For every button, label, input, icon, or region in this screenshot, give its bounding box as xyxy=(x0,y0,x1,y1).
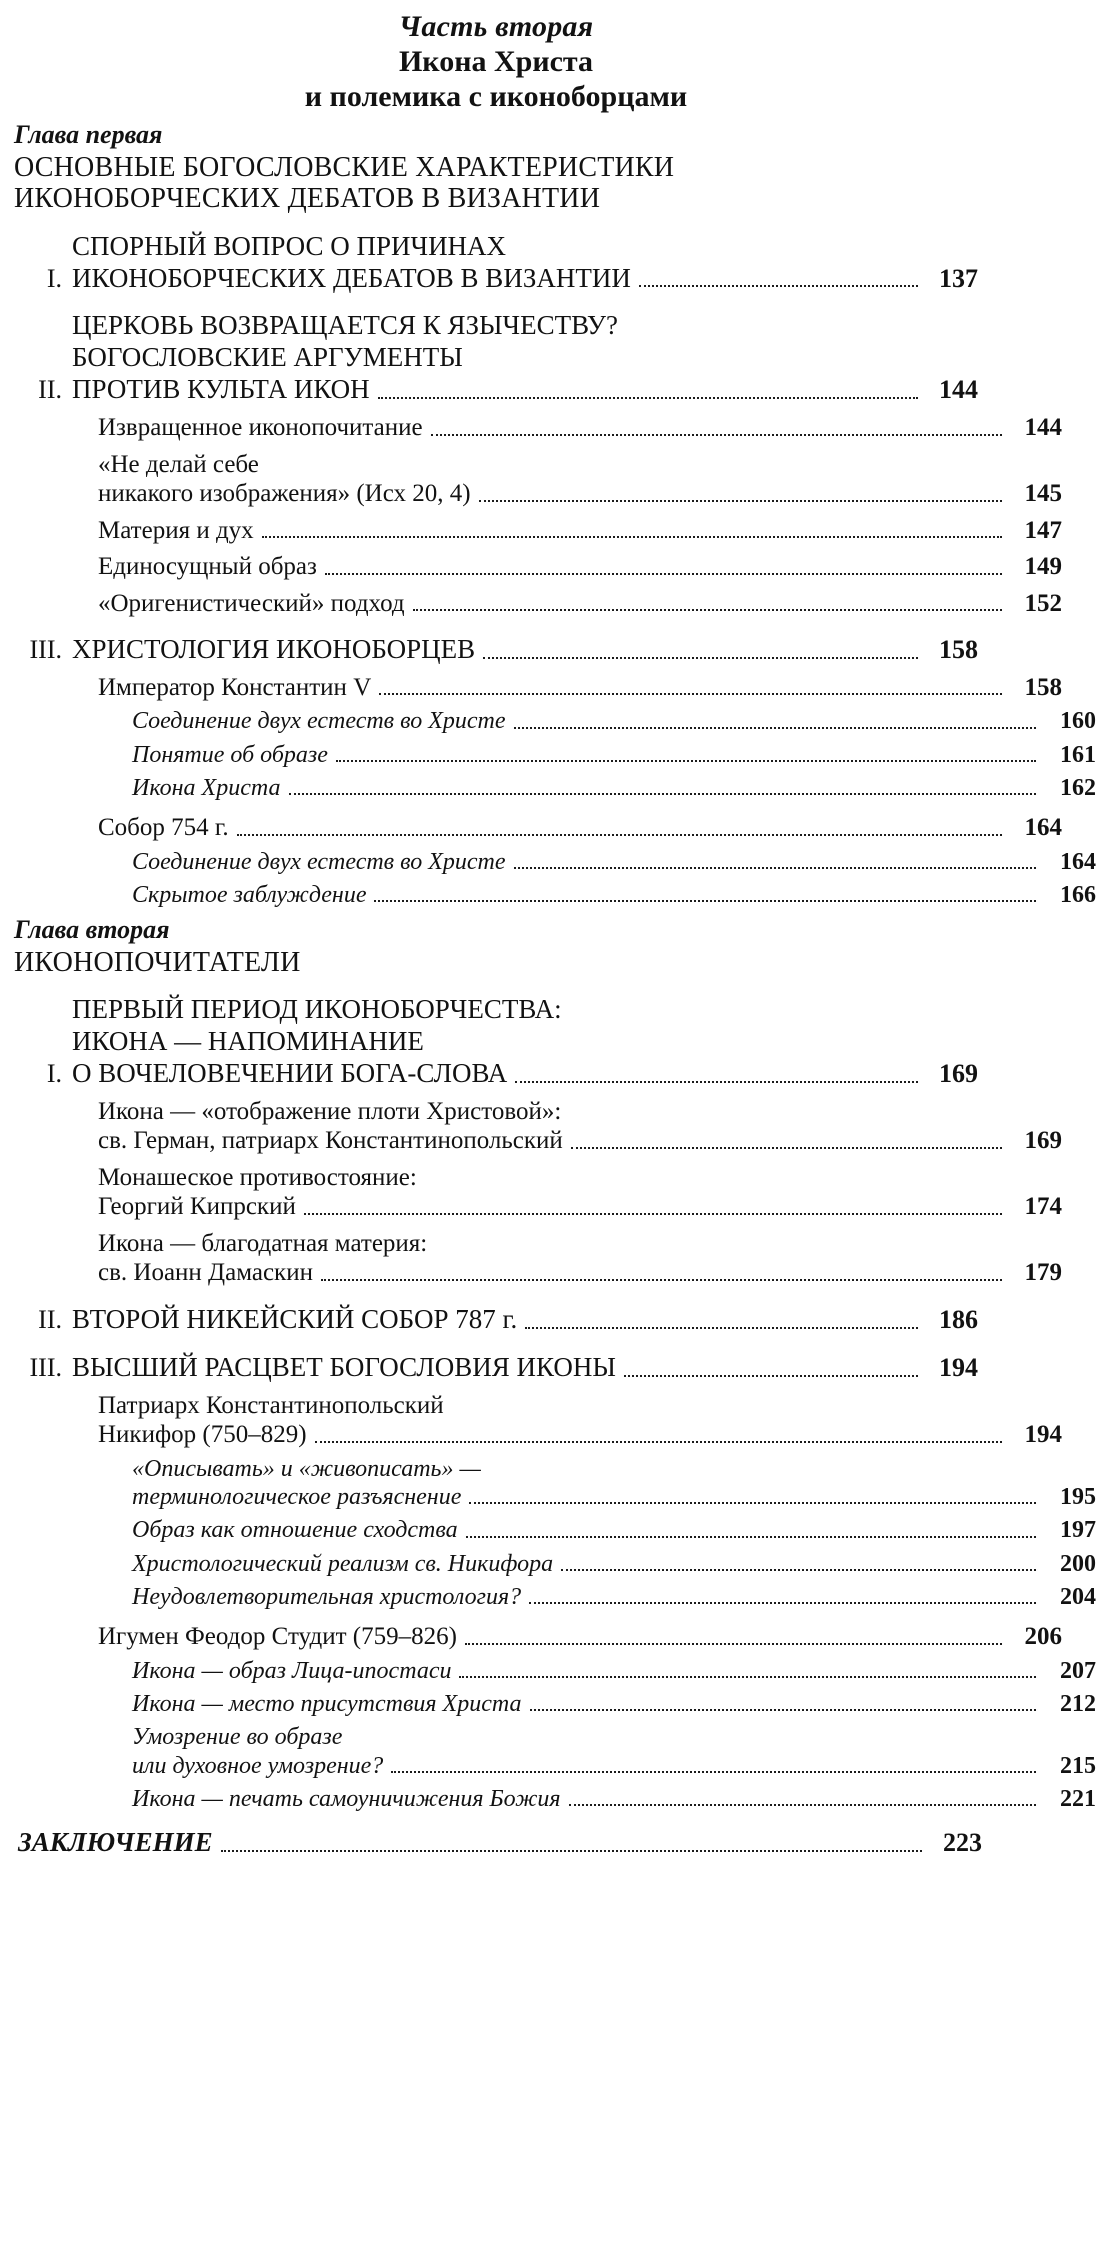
entry-line: БОГОСЛОВСКИЕ АРГУМЕНТЫ xyxy=(72,342,463,373)
entry-line: Игумен Феодор Студит (759–826) xyxy=(98,1623,457,1651)
dot-leader xyxy=(262,535,1002,538)
entry-line: ВТОРОЙ НИКЕЙСКИЙ СОБОР 787 г. xyxy=(72,1303,518,1334)
entry-number: III. xyxy=(29,635,62,665)
chapter-two-title xyxy=(14,947,978,978)
dot-leader xyxy=(379,692,1002,695)
dot-leader xyxy=(514,726,1037,729)
part-heading-line-1: Часть вторая xyxy=(398,10,594,43)
entry-line: Икона — печать самоуничижения Божия xyxy=(132,1785,561,1812)
entry-number: I. xyxy=(46,1059,62,1089)
dot-leader xyxy=(466,1535,1036,1538)
entry-text xyxy=(98,552,1062,582)
dot-leader xyxy=(530,1708,1037,1711)
entry-page: 194 xyxy=(1024,1421,1062,1449)
toc-entry[interactable] xyxy=(14,1097,1062,1156)
toc-entry[interactable] xyxy=(14,1391,1062,1450)
entry-line: Патриарх Константинопольский xyxy=(98,1391,444,1419)
entry-text xyxy=(132,1690,1096,1718)
toc-entry[interactable] xyxy=(14,813,1062,843)
toc-entry[interactable] xyxy=(14,1723,1096,1780)
entry-text xyxy=(72,310,978,406)
entry-page: 162 xyxy=(1060,774,1096,801)
part-heading-line-3: и полемика с иконоборцами xyxy=(304,79,688,113)
entry-page: 158 xyxy=(939,635,978,665)
entry-page: 200 xyxy=(1060,1550,1096,1577)
toc-entry[interactable] xyxy=(14,310,978,406)
entry-page: 212 xyxy=(1060,1691,1096,1718)
entry-number: I. xyxy=(46,263,62,293)
entry-text xyxy=(98,1622,1062,1652)
entry-text xyxy=(72,1352,978,1384)
entry-page: 179 xyxy=(1024,1259,1062,1287)
toc-entry[interactable] xyxy=(14,589,1062,619)
entry-line: Неудовлетворительная христология? xyxy=(132,1583,522,1610)
dot-leader xyxy=(571,1146,1002,1149)
chapter-two-label: Глава вторая xyxy=(14,915,170,945)
entry-page: 164 xyxy=(1024,814,1062,842)
entry-text xyxy=(98,1391,1062,1450)
toc-entry[interactable] xyxy=(14,1455,1096,1512)
entry-text xyxy=(98,516,1062,546)
entry-text xyxy=(18,1827,982,1859)
dot-leader xyxy=(465,1642,1002,1645)
entry-text xyxy=(72,1304,978,1336)
entry-line: Император Константин V xyxy=(98,673,372,701)
dot-leader xyxy=(483,656,918,659)
entry-line: Извращенное иконопочитание xyxy=(98,414,423,441)
entry-page: 137 xyxy=(939,263,978,293)
dot-leader xyxy=(289,792,1037,795)
entry-line: Христологический реализм св. Никифора xyxy=(132,1550,554,1577)
entry-line: ПЕРВЫЙ ПЕРИОД ИКОНОБОРЧЕСТВА: xyxy=(72,994,562,1025)
entry-text xyxy=(132,707,1096,735)
entry-line: Икона — образ Лица-ипостаси xyxy=(132,1657,452,1684)
toc-entry[interactable] xyxy=(14,516,1062,546)
entry-page: 197 xyxy=(1060,1517,1096,1544)
dot-leader xyxy=(336,759,1036,762)
toc-entry[interactable] xyxy=(14,1352,978,1384)
dot-leader xyxy=(315,1440,1002,1443)
entry-page: 147 xyxy=(1024,516,1062,544)
entry-text xyxy=(72,231,978,295)
entry-page: 215 xyxy=(1060,1752,1096,1779)
entry-text xyxy=(98,450,1062,509)
entry-line: О ВОЧЕЛОВЕЧЕНИИ БОГА-СЛОВА xyxy=(72,1058,508,1089)
toc-entry[interactable] xyxy=(14,1304,978,1336)
entry-text xyxy=(98,413,1062,443)
toc-entry[interactable] xyxy=(14,1690,1096,1718)
entry-page: 223 xyxy=(943,1828,982,1858)
dot-leader xyxy=(525,1326,918,1329)
toc-entry[interactable] xyxy=(14,1163,1062,1222)
toc-entry[interactable] xyxy=(14,1785,1096,1813)
entry-page: 195 xyxy=(1060,1483,1096,1510)
entry-text xyxy=(132,774,1096,802)
entry-line: или духовное умозрение? xyxy=(132,1752,384,1779)
dot-leader xyxy=(304,1212,1002,1215)
toc-entry[interactable] xyxy=(14,552,1062,582)
entry-text xyxy=(98,813,1062,843)
entry-page: 221 xyxy=(1060,1785,1096,1812)
entry-line: Понятие об образе xyxy=(132,741,328,768)
entry-line: Образ как отношение сходства xyxy=(132,1517,458,1544)
toc-entry[interactable] xyxy=(14,1229,1062,1288)
entry-line: Собор 754 г. xyxy=(98,814,229,842)
dot-leader xyxy=(561,1568,1036,1571)
entry-line: ИКОНОБОРЧЕСКИХ ДЕБАТОВ В ВИЗАНТИИ xyxy=(72,262,631,293)
dot-leader xyxy=(624,1374,918,1377)
dot-leader xyxy=(514,866,1037,869)
entry-line: «Не делай себе xyxy=(98,450,259,478)
entry-line: Материя и дух xyxy=(98,516,254,544)
entry-text xyxy=(132,1657,1096,1685)
entry-page: 158 xyxy=(1024,673,1062,701)
entry-text xyxy=(132,1785,1096,1813)
entry-text xyxy=(98,673,1062,703)
part-heading-line-2: Икона Христа xyxy=(398,44,594,78)
entry-line: Никифор (750–829) xyxy=(98,1421,307,1449)
chapter-one-title-line-1: ОСНОВНЫЕ БОГОСЛОВСКИЕ ХАРАКТЕРИСТИКИ xyxy=(14,151,675,183)
toc-entry[interactable] xyxy=(14,634,978,666)
entry-line: Монашеское противостояние: xyxy=(98,1163,417,1191)
entry-page: 169 xyxy=(1024,1127,1062,1155)
entry-line: Георгий Кипрский xyxy=(98,1193,296,1221)
entry-line: Икона — «отображение плоти Христовой»: xyxy=(98,1097,562,1125)
toc-entry[interactable] xyxy=(14,1657,1096,1685)
entry-page: 186 xyxy=(939,1305,978,1335)
toc-entry[interactable] xyxy=(14,1622,1062,1652)
chapter-one-title xyxy=(14,152,978,215)
entry-page: 174 xyxy=(1024,1193,1062,1221)
toc-entry[interactable] xyxy=(14,848,1096,876)
entry-line: терминологическое разъяснение xyxy=(132,1483,462,1510)
entry-line: ПРОТИВ КУЛЬТА ИКОН xyxy=(72,374,370,405)
entry-page: 144 xyxy=(1024,414,1062,441)
dot-leader xyxy=(237,833,1002,836)
entry-page: 164 xyxy=(1060,848,1096,875)
entry-line: СПОРНЫЙ ВОПРОС О ПРИЧИНАХ xyxy=(72,230,507,261)
dot-leader xyxy=(221,1849,922,1852)
entry-page: 160 xyxy=(1060,708,1096,735)
toc-entry[interactable] xyxy=(14,994,978,1090)
entry-number: III. xyxy=(29,1353,62,1382)
entry-line: Соединение двух естеств во Христе xyxy=(132,708,506,735)
dot-leader xyxy=(639,284,918,287)
dot-leader xyxy=(378,396,918,399)
dot-leader xyxy=(469,1501,1036,1504)
entry-line: ХРИСТОЛОГИЯ ИКОНОБОРЦЕВ xyxy=(72,634,476,664)
toc-entry[interactable] xyxy=(14,1516,1096,1544)
toc-entry[interactable] xyxy=(14,413,1062,443)
entry-line: св. Герман, патриарх Константинопольский xyxy=(98,1127,563,1155)
entry-line: «Оригенистический» подход xyxy=(98,589,405,617)
dot-leader xyxy=(459,1675,1036,1678)
toc-entry[interactable] xyxy=(14,450,1062,509)
entry-text xyxy=(98,1097,1062,1156)
entry-line: св. Иоанн Дамаскин xyxy=(98,1259,313,1287)
entry-page: 194 xyxy=(939,1353,978,1382)
toc-entry-conclusion[interactable] xyxy=(14,1827,982,1859)
toc-entry[interactable] xyxy=(14,231,978,295)
dot-leader xyxy=(391,1770,1036,1773)
toc-entry[interactable] xyxy=(14,673,1062,703)
entry-line: Скрытое заблуждение xyxy=(132,882,367,909)
entry-text xyxy=(98,1163,1062,1222)
entry-text xyxy=(132,1723,1096,1780)
dot-leader xyxy=(374,899,1036,902)
entry-text xyxy=(72,994,978,1090)
dot-leader xyxy=(413,608,1002,611)
entry-line: ЗАКЛЮЧЕНИЕ xyxy=(18,1827,213,1858)
entry-text xyxy=(132,1455,1096,1512)
toc-entry[interactable] xyxy=(14,1583,1096,1611)
entry-line: ЦЕРКОВЬ ВОЗВРАЩАЕТСЯ К ЯЗЫЧЕСТВУ? xyxy=(72,310,618,341)
toc-entry[interactable] xyxy=(14,707,1096,735)
entry-page: 161 xyxy=(1060,741,1096,768)
entry-text xyxy=(132,1516,1096,1544)
entry-text xyxy=(98,1229,1062,1288)
chapter-one-title-line-2: ИКОНОБОРЧЕСКИХ ДЕБАТОВ В ВИЗАНТИИ xyxy=(14,183,601,215)
part-heading xyxy=(14,10,978,114)
entry-text xyxy=(132,1583,1096,1611)
dot-leader xyxy=(321,1278,1002,1281)
toc-entry[interactable] xyxy=(14,774,1096,802)
entry-line: Единосущный образ xyxy=(98,553,317,580)
entry-text xyxy=(132,741,1096,769)
chapter-two-title-line-1: ИКОНОПОЧИТАТЕЛИ xyxy=(14,947,301,979)
entry-text xyxy=(132,848,1096,876)
entry-page: 169 xyxy=(939,1059,978,1089)
entry-text xyxy=(98,589,1062,619)
entry-line: Соединение двух естеств во Христе xyxy=(132,848,506,875)
toc-entry[interactable] xyxy=(14,1550,1096,1578)
entry-line: никакого изображения» (Исх 20, 4) xyxy=(98,480,471,507)
entry-line: Умозрение во образе xyxy=(132,1724,343,1751)
entry-page: 149 xyxy=(1024,553,1062,580)
entry-page: 145 xyxy=(1024,480,1062,507)
dot-leader xyxy=(569,1803,1036,1806)
entry-line: Икона — место присутствия Христа xyxy=(132,1691,522,1718)
dot-leader xyxy=(529,1601,1036,1604)
dot-leader xyxy=(515,1080,918,1083)
entry-line: Икона Христа xyxy=(132,774,281,801)
toc-entry[interactable] xyxy=(14,741,1096,769)
entry-line: «Описывать» и «живописать» — xyxy=(132,1455,481,1482)
entry-text xyxy=(72,634,978,666)
entry-page: 166 xyxy=(1060,882,1096,909)
entry-line: ИКОНА — НАПОМИНАНИЕ xyxy=(72,1026,424,1057)
dot-leader xyxy=(431,433,1002,436)
entry-number: II. xyxy=(38,375,62,405)
entry-page: 207 xyxy=(1060,1657,1096,1684)
entry-text xyxy=(132,881,1096,909)
dot-leader xyxy=(479,499,1002,502)
entry-page: 204 xyxy=(1060,1583,1096,1610)
entry-number: II. xyxy=(38,1305,62,1335)
entry-page: 206 xyxy=(1024,1623,1062,1651)
chapter-one-label: Глава первая xyxy=(14,120,163,150)
entry-line: Икона — благодатная материя: xyxy=(98,1229,428,1257)
entry-line: ВЫСШИЙ РАСЦВЕТ БОГОСЛОВИЯ ИКОНЫ xyxy=(72,1351,616,1382)
toc-entry[interactable] xyxy=(14,881,1096,909)
entry-page: 152 xyxy=(1024,589,1062,617)
entry-page: 144 xyxy=(939,375,978,405)
dot-leader xyxy=(325,572,1002,575)
entry-text xyxy=(132,1550,1096,1578)
